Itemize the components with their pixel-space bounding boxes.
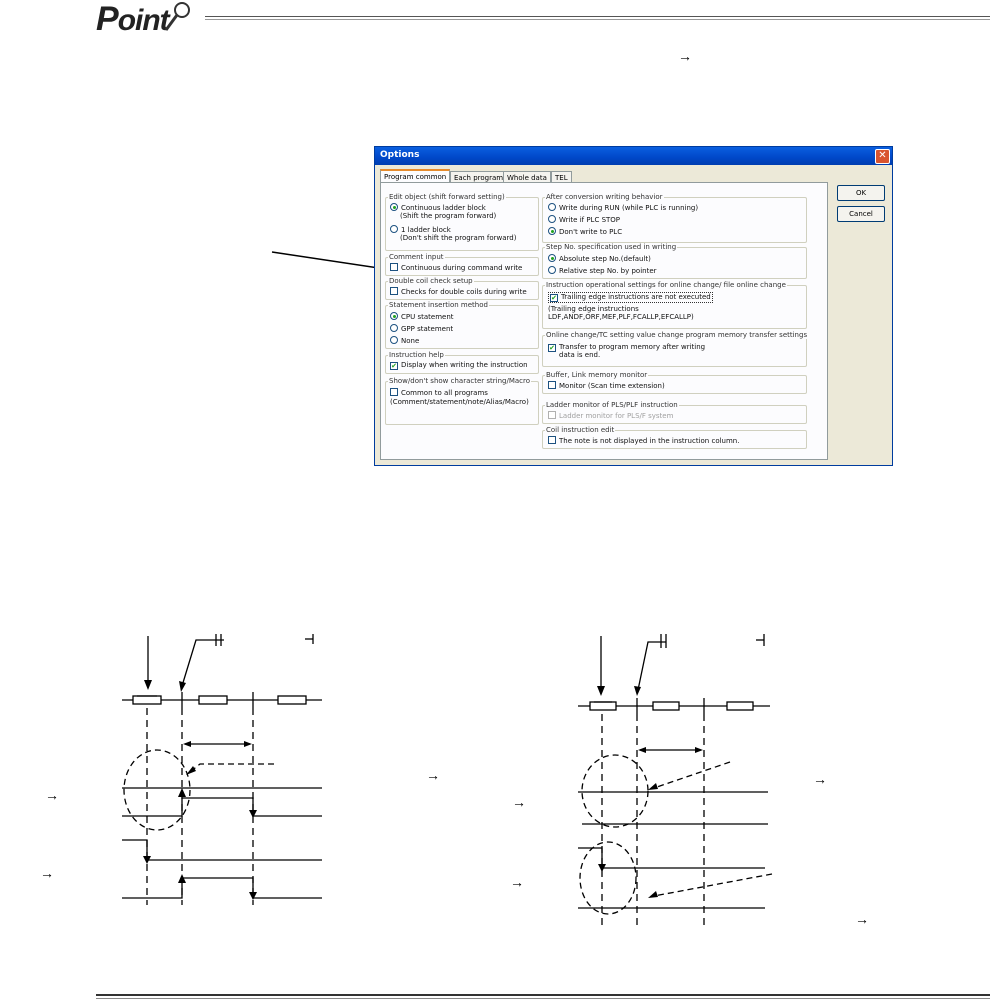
option-sub: data is end. bbox=[559, 351, 601, 359]
arrow-glyph: → bbox=[813, 771, 827, 787]
cancel-button[interactable]: Cancel bbox=[837, 206, 885, 222]
point-heading: Point bbox=[96, 0, 169, 38]
tab-program-common[interactable]: Program common bbox=[380, 169, 450, 185]
group-label: Instruction help bbox=[389, 351, 444, 359]
group-label: Edit object (shift forward setting) bbox=[389, 193, 505, 201]
arrow-glyph: → bbox=[45, 787, 59, 803]
radio-continuous-ladder[interactable]: Continuous ladder block bbox=[390, 203, 486, 213]
checkbox-icon bbox=[390, 388, 398, 396]
radio-write-stop[interactable]: Write if PLC STOP bbox=[548, 215, 620, 225]
radio-absolute-step[interactable]: Absolute step No.(default) bbox=[548, 254, 651, 264]
footer-rule bbox=[96, 994, 990, 996]
check-double-coils[interactable]: Checks for double coils during write bbox=[390, 287, 527, 297]
tab-whole-data[interactable]: Whole data bbox=[503, 171, 551, 184]
checkbox-icon: ✔ bbox=[549, 344, 555, 352]
checkbox-icon bbox=[548, 381, 556, 389]
close-button[interactable] bbox=[875, 149, 890, 164]
option-sub: (Don't shift the program forward) bbox=[400, 234, 517, 242]
radio-icon bbox=[548, 254, 556, 262]
dialog-title: Options bbox=[380, 150, 420, 160]
radio-icon bbox=[548, 215, 556, 223]
radio-icon bbox=[548, 227, 556, 235]
check-continuous-comment[interactable]: Continuous during command write bbox=[390, 263, 522, 273]
tab-each-program[interactable]: Each program bbox=[450, 171, 507, 184]
close-icon: ✕ bbox=[878, 150, 887, 161]
option-sub: (Trailing edge instructions bbox=[548, 305, 639, 313]
radio-cpu-statement[interactable]: CPU statement bbox=[390, 312, 454, 322]
radio-icon bbox=[390, 336, 398, 344]
radio-icon bbox=[548, 203, 556, 211]
arrow-glyph: → bbox=[426, 767, 440, 783]
group-label: Show/don't show character string/Macro bbox=[389, 377, 531, 385]
radio-icon bbox=[390, 312, 398, 320]
checkbox-icon bbox=[390, 263, 398, 271]
arrow-glyph: → bbox=[855, 911, 869, 927]
radio-none[interactable]: None bbox=[390, 336, 419, 346]
checkbox-icon bbox=[390, 287, 398, 295]
options-dialog bbox=[374, 146, 893, 466]
timing-diagram-left bbox=[0, 620, 360, 920]
radio-icon bbox=[390, 203, 398, 211]
group-label: Double coil check setup bbox=[389, 277, 473, 285]
check-common-programs[interactable]: Common to all programs bbox=[390, 388, 488, 398]
group-label: Online change/TC setting value change program memory transfer settings bbox=[546, 331, 808, 339]
group-label: Step No. specification used in writing bbox=[546, 243, 677, 251]
option-sub: LDF,ANDF,ORF,MEF,PLF,FCALLP,EFCALLP) bbox=[548, 313, 694, 321]
radio-gpp-statement[interactable]: GPP statement bbox=[390, 324, 453, 334]
arrow-glyph: → bbox=[678, 48, 692, 64]
checkbox-icon bbox=[548, 436, 556, 444]
heading-rule bbox=[205, 19, 990, 20]
radio-write-run[interactable]: Write during RUN (while PLC is running) bbox=[548, 203, 698, 213]
group-label: Statement insertion method bbox=[389, 301, 488, 309]
title-bar[interactable] bbox=[375, 147, 892, 165]
check-trailing-edge[interactable]: ✔ Trailing edge instructions are not executed bbox=[548, 292, 713, 303]
radio-icon bbox=[390, 324, 398, 332]
checkbox-icon bbox=[548, 411, 556, 419]
footer-rule bbox=[96, 998, 990, 999]
group-label: Buffer, Link memory monitor bbox=[546, 371, 648, 379]
option-sub: (Shift the program forward) bbox=[400, 212, 497, 220]
radio-icon bbox=[390, 225, 398, 233]
tab-tel[interactable]: TEL bbox=[551, 171, 572, 184]
tab-panel bbox=[380, 182, 828, 460]
arrow-glyph: → bbox=[510, 874, 524, 890]
group-label: After conversion writing behavior bbox=[546, 193, 663, 201]
check-ladder-monitor[interactable]: Ladder monitor for PLS/F system bbox=[548, 411, 673, 421]
radio-one-ladder[interactable]: 1 ladder block bbox=[390, 225, 451, 235]
check-note-hidden[interactable]: The note is not displayed in the instruction column. bbox=[548, 436, 739, 446]
arrow-glyph: → bbox=[40, 865, 54, 881]
magnifier-icon bbox=[160, 0, 194, 34]
timing-diagram-right bbox=[560, 620, 920, 940]
heading-rule bbox=[205, 16, 990, 17]
option-sub: (Comment/statement/note/Alias/Macro) bbox=[390, 398, 529, 406]
check-display-help[interactable]: ✔ Display when writing the instruction bbox=[391, 361, 528, 370]
group-label: Comment input bbox=[389, 253, 444, 261]
check-monitor-scan[interactable]: Monitor (Scan time extension) bbox=[548, 381, 665, 391]
arrow-glyph: → bbox=[512, 794, 526, 810]
check-transfer-memory[interactable]: ✔ Transfer to program memory after writing bbox=[549, 343, 706, 352]
group-label: Ladder monitor of PLS/PLF instruction bbox=[546, 401, 678, 409]
group-label: Instruction operational settings for online change/ file online change bbox=[546, 281, 786, 289]
ok-button[interactable]: OK bbox=[837, 185, 885, 201]
radio-icon bbox=[548, 266, 556, 274]
group-label: Coil instruction edit bbox=[546, 426, 615, 434]
radio-dont-write[interactable]: Don't write to PLC bbox=[548, 227, 622, 237]
checkbox-icon: ✔ bbox=[551, 294, 557, 302]
checkbox-icon: ✔ bbox=[391, 362, 397, 370]
radio-relative-step[interactable]: Relative step No. by pointer bbox=[548, 266, 657, 276]
